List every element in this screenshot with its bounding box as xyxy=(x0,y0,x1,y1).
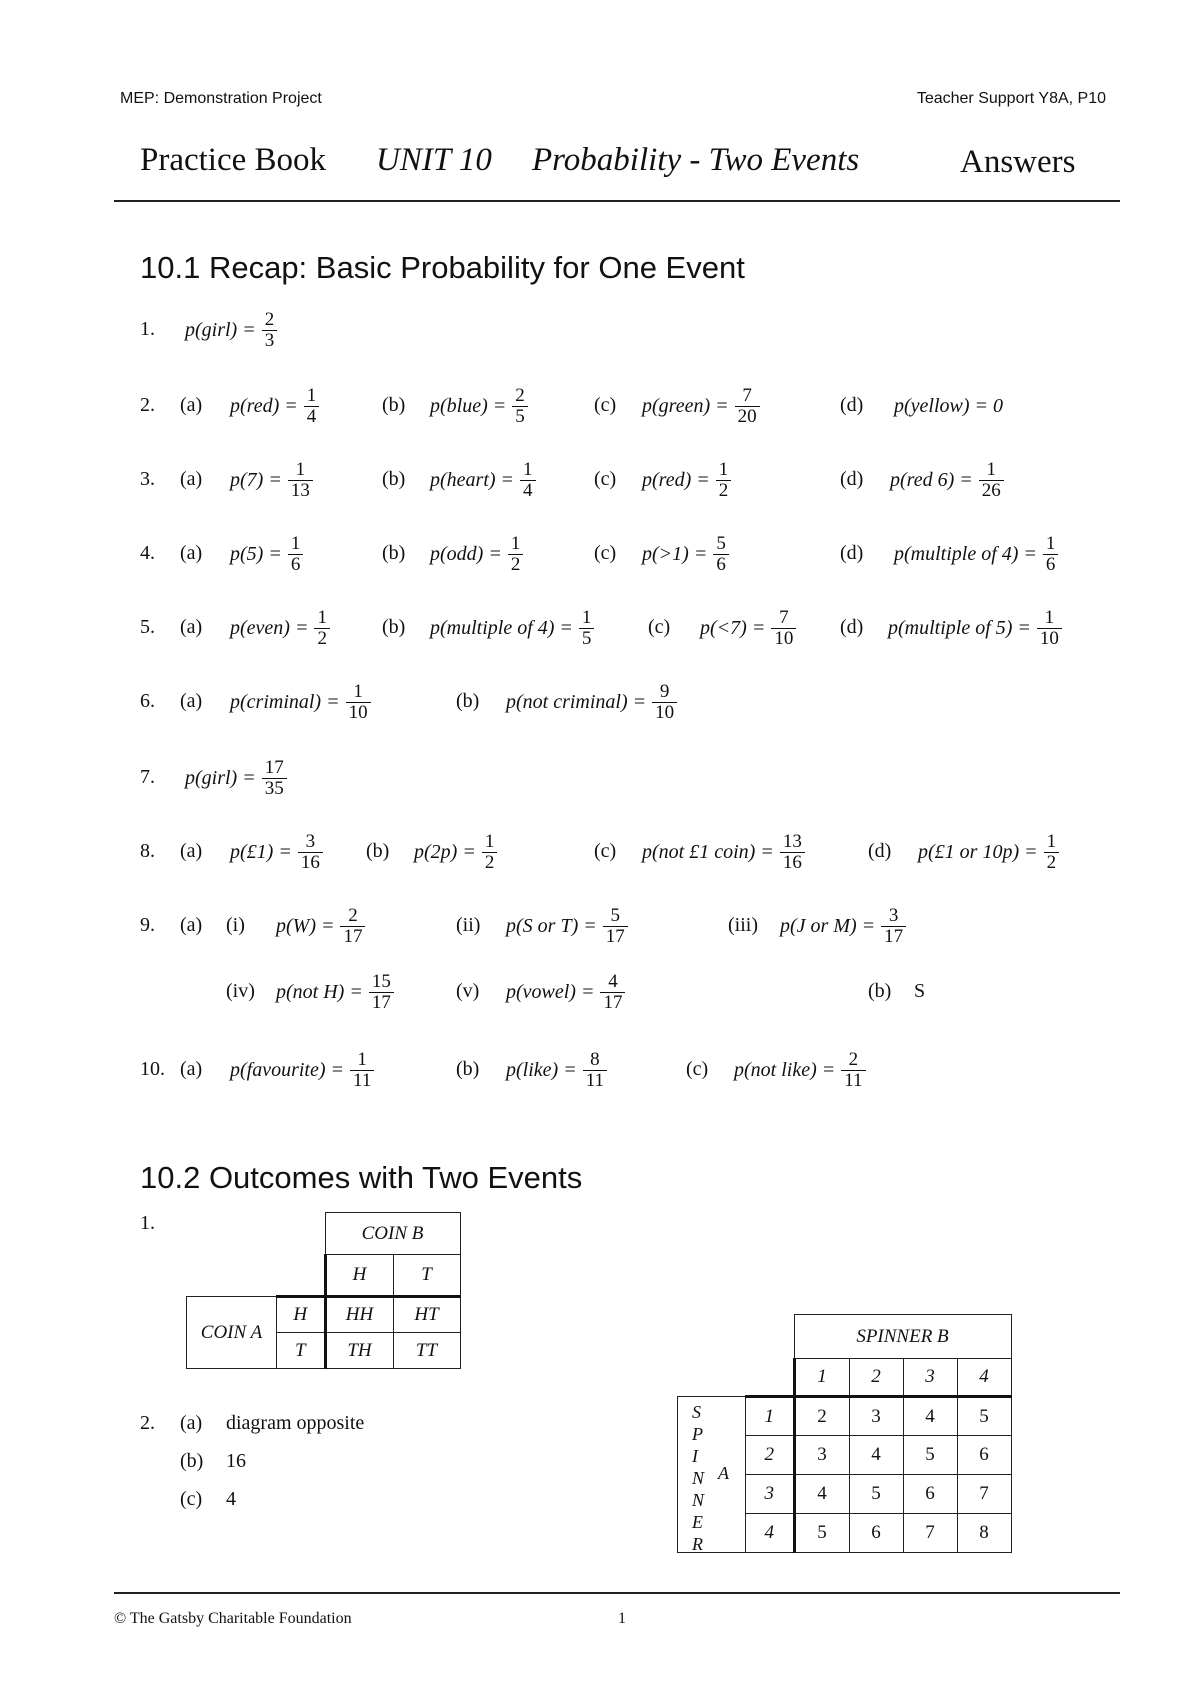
sum-cell: 7 xyxy=(903,1514,957,1553)
answer-expression: p(vowel) = $\frac{4}{17}$ xyxy=(506,962,625,1022)
sum-cell: 3 xyxy=(849,1397,903,1436)
question-8: 8. (a) p(£1) = $\frac{3}{16}$ (b) p(2p) = $\frac{1}{2}$ (c) p(not £1 coin) = $\frac{13}{16}$ (d) p(£1 or 10p) = $\frac{1}{2}$ xyxy=(0,822,1200,882)
question-3: 3. (a) p(7) = $\frac{1}{13}$ (b) p(heart) = $\frac{1}{4}$ (c) p(red) = $\frac{1}{2}$ (d) p(red 6) = $\frac{1}{26}$ xyxy=(0,450,1200,510)
spinner-b-col: 3 xyxy=(903,1359,957,1397)
answer-expression: p(5) = $\frac{1}{6}$ xyxy=(230,524,303,584)
answer-expression: p(£1 or 10p) = $\frac{1}{2}$ xyxy=(918,822,1059,882)
answer-expression: p(multiple of 4) = $\frac{1}{6}$ xyxy=(894,524,1058,584)
header-left: MEP: Demonstration Project xyxy=(120,90,322,107)
section-2-title: 10.2 Outcomes with Two Events xyxy=(140,1160,583,1195)
answer-expression: p(criminal) = $\frac{1}{10}$ xyxy=(230,672,371,732)
answer-expression: p(red 6) = $\frac{1}{26}$ xyxy=(890,450,1004,510)
question-5: 5. (a) p(even) = $\frac{1}{2}$ (b) p(multiple of 4) = $\frac{1}{5}$ (c) p(<7) = $\frac{7}{10}$ (d) p(multiple of 5) = $\frac{1}{10}$ xyxy=(0,598,1200,658)
title-unit: UNIT 10 xyxy=(376,142,492,178)
spinner-a-letter: A xyxy=(718,1463,729,1483)
sum-cell: 7 xyxy=(957,1475,1011,1514)
answer-expression: p(not H) = $\frac{15}{17}$ xyxy=(276,962,394,1022)
section2-q2-number: 2. xyxy=(140,1412,155,1434)
question-1-number: 1. xyxy=(140,1212,155,1234)
answer-expression: p(S or T) = $\frac{5}{17}$ xyxy=(506,896,628,956)
answer-expression: p(<7) = $\frac{7}{10}$ xyxy=(700,598,796,658)
answer-expression: p(not like) = $\frac{2}{11}$ xyxy=(734,1040,866,1100)
coin-b-col-t: T xyxy=(393,1255,460,1297)
answer-expression: p(green) = $\frac{7}{20}$ xyxy=(642,376,760,436)
coin-a-row-h: H xyxy=(277,1297,326,1333)
answer-expression: p(red) = $\frac{1}{2}$ xyxy=(642,450,731,510)
answer-expression: p(girl) = $\frac{17}{35}$ xyxy=(185,748,287,808)
question-9: 9. (a) (i) p(W) = $\frac{2}{17}$ (ii) p(S or T) = $\frac{5}{17}$ (iii) p(J or M) = $\frac{3}{17}$ xyxy=(0,896,1200,956)
sum-cell: 5 xyxy=(957,1397,1011,1436)
answer-expression: p(£1) = $\frac{3}{16}$ xyxy=(230,822,323,882)
spinner-b-header: SPINNER B xyxy=(794,1315,1011,1359)
answer-expression: p(odd) = $\frac{1}{2}$ xyxy=(430,524,523,584)
answer-expression: p(J or M) = $\frac{3}{17}$ xyxy=(780,896,906,956)
question-4: 4. (a) p(5) = $\frac{1}{6}$ (b) p(odd) = $\frac{1}{2}$ (c) p(>1) = $\frac{5}{6}$ (d) p(multiple of 4) = $\frac{1}{6}$ xyxy=(0,524,1200,584)
spinner-a-letter-char: P xyxy=(692,1424,703,1444)
spinner-a-letter-char: E xyxy=(692,1512,703,1532)
spinner-a-letter-char: R xyxy=(692,1534,703,1554)
coin-a-row-t: T xyxy=(277,1333,326,1369)
answer-expression: p(W) = $\frac{2}{17}$ xyxy=(276,896,365,956)
question-2: 2. (a) p(red) = $\frac{1}{4}$ (b) p(blue) = $\frac{2}{5}$ (c) p(green) = $\frac{7}{20}$ (d) p(yellow) = 0 xyxy=(0,376,1200,436)
spinner-a-letter-char: I xyxy=(692,1446,698,1466)
answer-expression: p(7) = $\frac{1}{13}$ xyxy=(230,450,313,510)
question-1: 1. p(girl) = $\frac{2}{3}$ xyxy=(0,300,1200,360)
sum-cell: 2 xyxy=(794,1397,849,1436)
answer-expression: p(like) = $\frac{8}{11}$ xyxy=(506,1040,607,1100)
question-9-continued: (iv) p(not H) = $\frac{15}{17}$ (v) p(vowel) = $\frac{4}{17}$ (b) S xyxy=(0,962,1200,1022)
coin-a-header: COIN A xyxy=(187,1297,277,1369)
answer-expression: p(even) = $\frac{1}{2}$ xyxy=(230,598,330,658)
answer-expression: p(>1) = $\frac{5}{6}$ xyxy=(642,524,729,584)
sum-cell: 6 xyxy=(849,1514,903,1553)
section2-q2-b-answer: 16 xyxy=(226,1450,246,1472)
answer-expression: p(girl) = $\frac{2}{3}$ xyxy=(185,300,277,360)
header-right: Teacher Support Y8A, P10 xyxy=(916,90,1106,107)
section2-q2-c-label: (c) xyxy=(180,1488,203,1510)
outcome-cell: HT xyxy=(393,1297,460,1333)
coin-b-col-h: H xyxy=(325,1255,393,1297)
coin-b-header: COIN B xyxy=(325,1213,460,1255)
answer-expression: p(yellow) = 0 xyxy=(894,394,1004,417)
answer-expression: p(favourite) = $\frac{1}{11}$ xyxy=(230,1040,374,1100)
spinner-outcome-table xyxy=(677,1314,1012,1553)
coin-outcome-table xyxy=(186,1212,461,1369)
sum-cell: 6 xyxy=(957,1436,1011,1475)
spinner-b-col: 1 xyxy=(794,1359,849,1397)
sum-cell: 4 xyxy=(794,1475,849,1514)
spinner-a-header xyxy=(678,1397,746,1553)
sum-cell: 8 xyxy=(957,1514,1011,1553)
answer-expression: p(not criminal) = $\frac{9}{10}$ xyxy=(506,672,677,732)
page-number: 1 xyxy=(618,1610,626,1627)
answer-expression: p(2p) = $\frac{1}{2}$ xyxy=(414,822,497,882)
outcome-cell: HH xyxy=(325,1297,393,1333)
outcome-cell: TT xyxy=(393,1333,460,1369)
spinner-a-row: 2 xyxy=(746,1436,795,1475)
section2-q2-a-label: (a) xyxy=(180,1412,203,1434)
sum-cell: 4 xyxy=(849,1436,903,1475)
title-rule xyxy=(114,200,1120,202)
question-10: 10. (a) p(favourite) = $\frac{1}{11}$ (b) p(like) = $\frac{8}{11}$ (c) p(not like) = $\frac{2}{11}$ xyxy=(0,1040,1200,1100)
spinner-a-row: 4 xyxy=(746,1514,795,1553)
spinner-a-letter-char: N xyxy=(692,1490,705,1510)
outcome-cell: TH xyxy=(325,1333,393,1369)
question-7: 7. p(girl) = $\frac{17}{35}$ xyxy=(0,748,1200,808)
sum-cell: 5 xyxy=(903,1436,957,1475)
question-6: 6. (a) p(criminal) = $\frac{1}{10}$ (b) p(not criminal) = $\frac{9}{10}$ xyxy=(0,672,1200,732)
spinner-a-letter-char: S xyxy=(692,1402,701,1422)
answer-expression: p(blue) = $\frac{2}{5}$ xyxy=(430,376,528,436)
spinner-b-col: 4 xyxy=(957,1359,1011,1397)
sum-cell: 5 xyxy=(794,1514,849,1553)
section-1-title: 10.1 Recap: Basic Probability for One Event xyxy=(140,250,745,285)
sum-cell: 6 xyxy=(903,1475,957,1514)
section2-q2-b-label: (b) xyxy=(180,1450,204,1472)
section2-q2-a-answer: diagram opposite xyxy=(226,1412,365,1434)
answer-expression: p(not £1 coin) = $\frac{13}{16}$ xyxy=(642,822,805,882)
section2-q2-c-answer: 4 xyxy=(226,1488,236,1510)
sum-cell: 4 xyxy=(903,1397,957,1436)
spinner-a-row: 1 xyxy=(746,1397,795,1436)
footer-copyright: © The Gatsby Charitable Foundation xyxy=(114,1610,352,1627)
sum-cell: 5 xyxy=(849,1475,903,1514)
answer-expression: p(red) = $\frac{1}{4}$ xyxy=(230,376,319,436)
footer-rule xyxy=(114,1592,1120,1594)
title-answers: Answers xyxy=(960,144,1076,180)
title-topic: Probability - Two Events xyxy=(532,142,860,178)
answer-expression: p(multiple of 5) = $\frac{1}{10}$ xyxy=(888,598,1062,658)
spinner-a-letter-char: N xyxy=(692,1468,705,1488)
spinner-a-row: 3 xyxy=(746,1475,795,1514)
spinner-b-col: 2 xyxy=(849,1359,903,1397)
answer-expression: p(multiple of 4) = $\frac{1}{5}$ xyxy=(430,598,594,658)
sum-cell: 3 xyxy=(794,1436,849,1475)
answer-expression: p(heart) = $\frac{1}{4}$ xyxy=(430,450,536,510)
title-book: Practice Book xyxy=(140,142,327,178)
